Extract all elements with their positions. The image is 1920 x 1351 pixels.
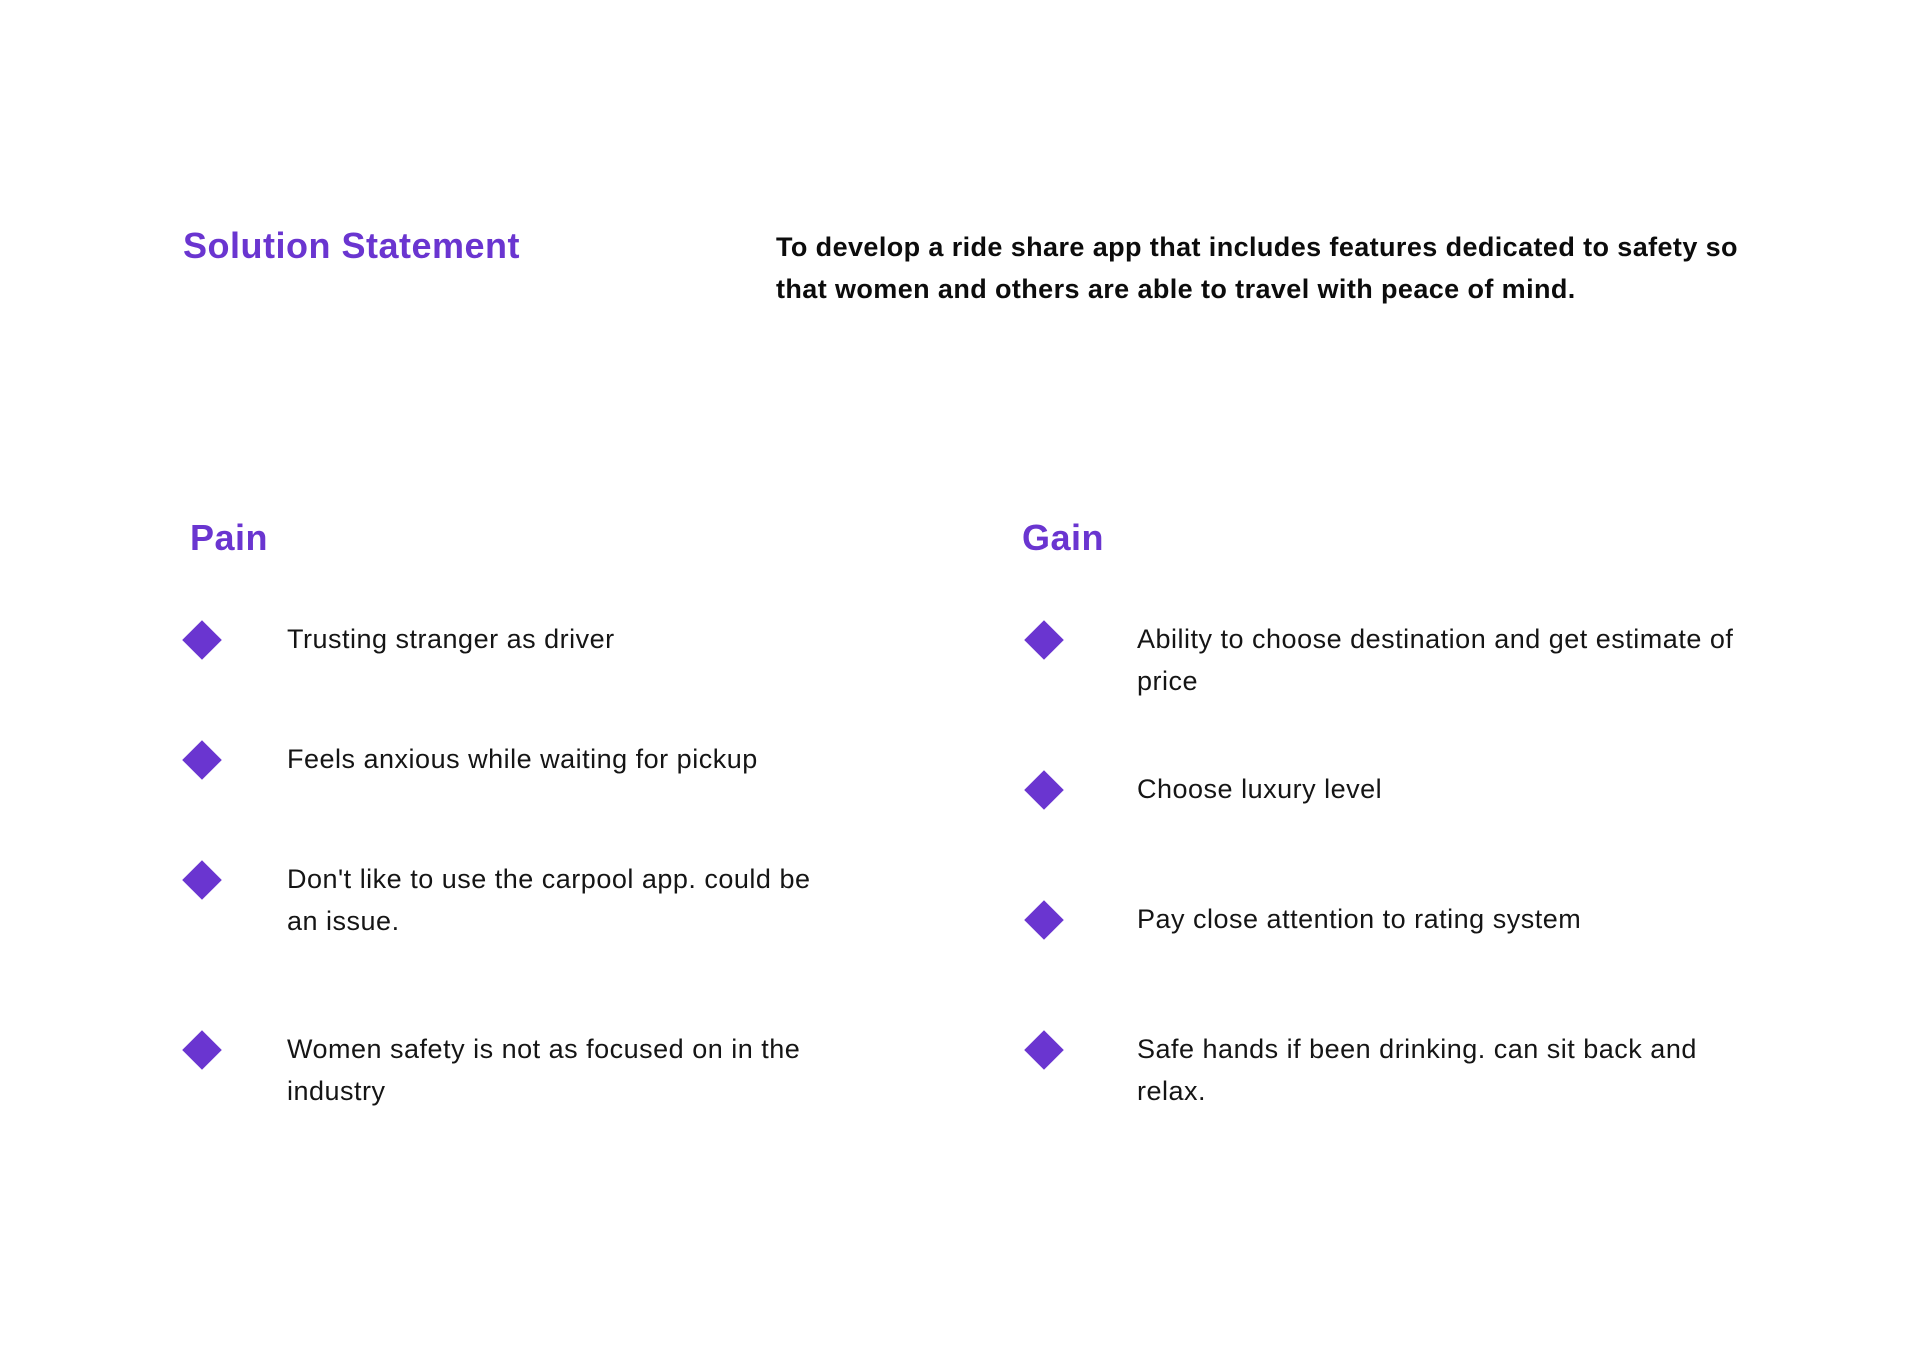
pain-item-text: Don't like to use the carpool app. could be an issue.: [287, 864, 811, 936]
gain-item: [1022, 618, 1782, 718]
solution-statement-title: Solution Statement: [183, 225, 521, 266]
diamond-icon: [182, 620, 222, 660]
pain-item: [180, 858, 940, 958]
pain-item-text: Women safety is not as focused on in the industry: [287, 1034, 801, 1106]
diamond-icon: [1024, 1030, 1064, 1070]
gain-item: [1022, 898, 1782, 998]
pain-item: [180, 618, 940, 718]
pain-item: [180, 738, 940, 838]
pain-item-text: Trusting stranger as driver: [287, 624, 615, 654]
gain-item-text: Choose luxury level: [1137, 774, 1383, 804]
diamond-icon: [1024, 770, 1064, 810]
diamond-icon: [182, 860, 222, 900]
pain-title: Pain: [190, 517, 269, 558]
gain-item: [1022, 768, 1782, 868]
solution-statement-body: To develop a ride share app that includes features dedicated to safety so that women and others are able to travel with peace of mind.: [776, 232, 1738, 304]
diamond-icon: [182, 1030, 222, 1070]
gain-title: Gain: [1022, 517, 1105, 558]
pain-item-text: Feels anxious while waiting for pickup: [287, 744, 758, 774]
diamond-icon: [1024, 620, 1064, 660]
gain-item-text: Ability to choose destination and get estimate of price: [1137, 624, 1734, 696]
gain-item-text: Pay close attention to rating system: [1137, 904, 1582, 934]
diamond-icon: [182, 740, 222, 780]
gain-item-text: Safe hands if been drinking. can sit back and relax.: [1137, 1034, 1697, 1106]
pain-item: [180, 1028, 940, 1128]
gain-item: [1022, 1028, 1782, 1128]
diamond-icon: [1024, 900, 1064, 940]
